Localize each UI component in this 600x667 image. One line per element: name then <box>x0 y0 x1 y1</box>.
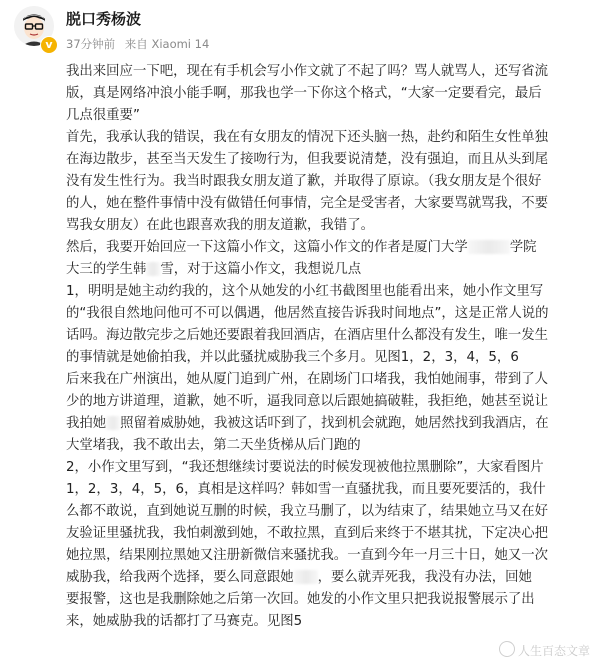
text-line: 的事情就是她偷拍我，并以此骚扰威胁我三个多月。见图1，2，3，4，5，6 <box>66 350 519 365</box>
text-line: 1，2，3，4，5，6，真相是这样吗？韩如雪一直骚扰我，而且要死要活的，我什 <box>66 482 546 497</box>
text-line <box>66 259 594 281</box>
watermark <box>499 641 590 659</box>
text-line: 2，小作文里写到，“我还想继续讨要说法的时候发现被他拉黑删除”，大家看图片 <box>66 460 544 475</box>
text-line: 没有发生性行为。我当时跟我女朋友道了歉，并取得了原谅。（我女朋友是个很好 <box>66 174 542 189</box>
text-line <box>66 237 594 259</box>
text-line <box>66 413 594 435</box>
author-name[interactable]: 脱口秀杨波 <box>66 10 142 28</box>
watermark-text: 人生百态文章 <box>517 644 590 658</box>
redacted-text <box>106 416 120 430</box>
text-line: 在海边散步，甚至当天发生了接吻行为，但我要说清楚，没有强迫，而且从头到尾 <box>66 152 549 167</box>
post-body <box>66 61 594 633</box>
post-header <box>0 0 600 60</box>
redacted-text <box>294 570 318 584</box>
text-line: 几点很重要” <box>66 108 140 123</box>
text-segment: ，要么就弄死我，我没有办法，回她 <box>317 570 532 585</box>
text-line: 的“我很自然地问他可不可以偶遇，他居然直接告诉我时间地点”，这是正常人说的 <box>66 306 549 321</box>
text-line: 首先，我承认我的错误，我在有女朋友的情况下还头脑一热，赴约和陌生女性单独 <box>66 130 549 145</box>
text-segment: 然后，我要开始回应一下这篇小作文，这篇小作文的作者是厦门大学 <box>66 240 468 255</box>
text-line: 么都不敢说，直到她说互删的时候，我立马删了，以为结束了，结果她立马又在好 <box>66 504 549 519</box>
text-segment: 照留着威胁她，我被这话吓到了，找到机会就跑，她居然找到我酒店，在 <box>120 416 549 431</box>
text-line: 1，明明是她主动约我的，这个从她发的小红书截图里也能看出来，她小作文里写 <box>66 284 544 299</box>
text-line: 版，真是网络冲浪小能手啊，那我也学一下你这个格式，“大家一定要看完，最后 <box>66 86 542 101</box>
text-line: 要报警，这也是我删除她之后第一次回。她发的小作文里只把我说报警展示了出 <box>66 592 535 607</box>
watermark-logo-icon <box>499 641 515 657</box>
redacted-text <box>146 262 160 276</box>
post-source: 来自 Xiaomi 14 <box>124 37 210 51</box>
post-time: 37分钟前 <box>66 37 116 51</box>
text-line: 我出来回应一下吧，现在有手机会写小作文就了不起了吗？骂人就骂人，还写省流 <box>66 64 549 79</box>
text-line: 话吗。海边散完步之后她还要跟着我回酒店，在酒店里什么都没有发生，唯一发生 <box>66 328 549 343</box>
text-line: 后来我在广州演出，她从厦门追到广州，在剧场门口堵我，我怕她闹事，带到了人 <box>66 372 549 387</box>
text-line: 骂我女朋友）在此也跟喜欢我的朋友道歉，我错了。 <box>66 218 374 233</box>
text-line <box>66 567 594 589</box>
text-line: 少的地方讲道理，道歉，她不听，逼我同意以后跟她搞破鞋，我拒绝，她甚至说让 <box>66 394 549 409</box>
text-segment: 大三的学生韩 <box>66 262 147 277</box>
text-line: 大堂堵我，我不敢出去，第二天坐货梯从后门跑的 <box>66 438 361 453</box>
verified-badge-icon: v <box>40 36 58 54</box>
text-line: 来，她威胁我的话都打了马赛克。见图5 <box>66 614 303 629</box>
text-segment: 学院 <box>509 240 537 255</box>
text-line: 友验证里骚扰我，我怕刺激到她，不敢拉黑，直到后来终于不堪其扰，下定决心把 <box>66 526 549 541</box>
redacted-text <box>468 240 510 254</box>
text-segment: 雪，对于这篇小作文，我想说几点 <box>160 262 362 277</box>
text-segment: 威胁我，给我两个选择，要么同意跟她 <box>66 570 294 585</box>
text-line: 她拉黑，结果刚拉黑她又注册新微信来骚扰我。一直到今年一月三十日，她又一次 <box>66 548 549 563</box>
text-line: 的人，她在整件事情中没有做错任何事情，完全是受害者，大家要骂就骂我，不要 <box>66 196 549 211</box>
text-segment: 我拍她 <box>66 416 107 431</box>
post-meta <box>66 36 215 52</box>
